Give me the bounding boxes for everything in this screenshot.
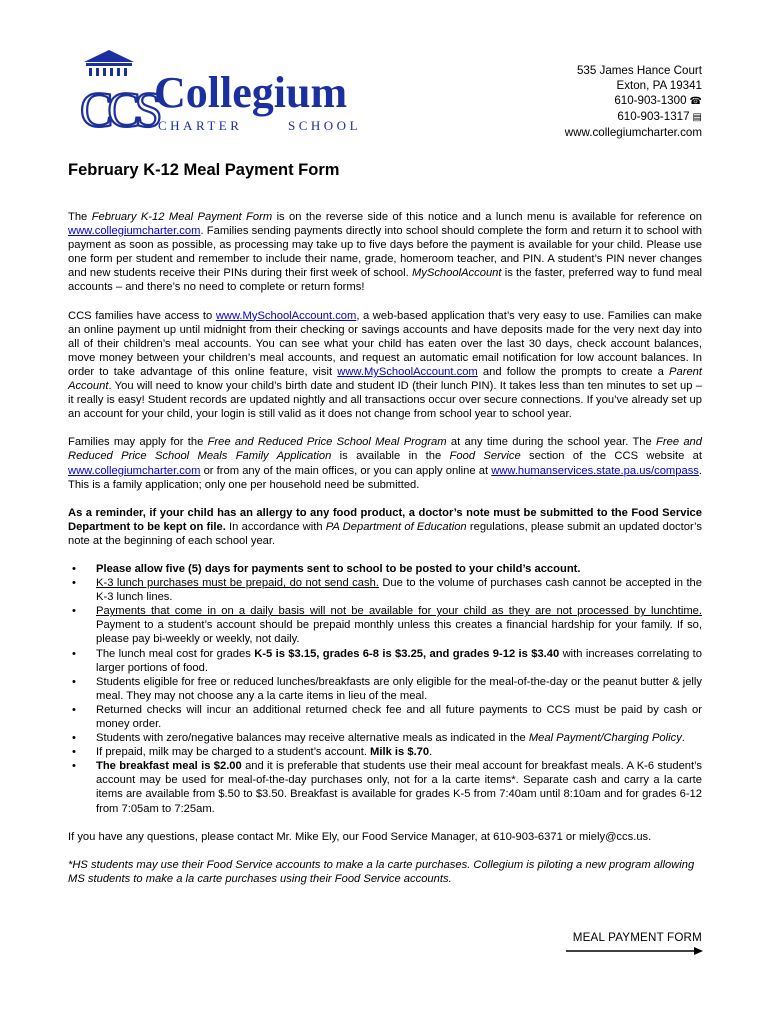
logo-name: Collegium: [154, 68, 348, 117]
myschoolaccount-link-2[interactable]: www.MySchoolAccount.com: [337, 365, 478, 378]
list-item: • Students with zero/negative balances may receive alternative meals as indicated in the Meal Payment/Charging Policy.: [68, 731, 702, 745]
address-fax-line: [565, 109, 702, 125]
list-item: • Payments that come in on a daily basis will not be available for your child as they are not processed by lunchtime. Payment to a student’s account should be prepaid monthly unless this creates a financial hardship for your family. If so, please pay bi-weekly or weekly, not daily.: [68, 604, 702, 646]
list-item: • Students eligible for free or reduced lunches/breakfasts are only eligible for the meal-of-the-day or the peanut butter & jelly meal. They may not choose any a la carte items in lieu of the meal.: [68, 675, 702, 703]
list-item: • The breakfast meal is $2.00 and it is preferable that students use their meal account for breakfast meals. A K-6 student’s account may be used for meal-of-the-day purchases only, not for a la carte items*. Separate cash and carry a la carte items are available from $.50 to $3.50. Breakfast is available for grades K-5 from 7:40am until 8:10am and for grades 6-12 from 7:05am to 7:25am.: [68, 759, 702, 815]
paragraph-free-reduced: Families may apply for the Free and Reduced Price School Meal Program at any time during the school year. The Free and Reduced Price School Meals Family Application is available in the Food Service section of the CCS website at www.collegiumcharter.com or from any of the main offices, or you can apply online at www.humanservices.state.pa.us/compass. This is a family application; only one per household need be submitted.: [68, 436, 702, 491]
list-item: • K-3 lunch purchases must be prepaid, do not send cash. Due to the volume of purchases cash cannot be accepted in the K-3 lunch lines.: [68, 576, 702, 604]
address-street: 535 James Hance Court: [576, 64, 702, 77]
page-title: February K-12 Meal Payment Form: [68, 161, 340, 179]
address-phone-line: [565, 93, 702, 109]
address-block: [565, 63, 702, 140]
list-item: • If prepaid, milk may be charged to a student’s account. Milk is $.70.: [68, 745, 702, 759]
bullet-list: [68, 562, 702, 816]
paragraph-allergy: As a reminder, if your child has an allergy to any food product, a doctor’s note must be submitted to the Food Service Department to be kept on file. In accordance with PA Department of Education regulations, please submit an updated doctor’s note at the beginning of each school year.: [68, 506, 702, 547]
arrow-right-icon: [566, 944, 704, 958]
fax-icon: ▤: [692, 112, 702, 123]
logo-ccs: CCS: [80, 81, 157, 136]
address-phone: 610-903-1300: [614, 94, 687, 107]
list-item: • Please allow five (5) days for payments sent to school to be posted to your child’s account.: [68, 562, 702, 576]
body-text: [68, 210, 702, 900]
collegium-logo: [76, 44, 376, 136]
paragraph-intro: The February K-12 Meal Payment Form is on the reverse side of this notice and a lunch menu is available for reference on www.collegiumcharter.com. Families sending payments directly into school should complete the form and return it to school with payment as soon as possible, as processing may take up to five days before the payment is available for your child. Please use one form per student and remember to include their name, grade, homeroom teacher, and PIN. A student’s PIN never changes and new students receive their PINs during their first week of school. MySchoolAccount is the faster, preferred way to fund meal accounts – and there’s no need to complete or return forms!: [68, 211, 702, 294]
list-item: • The lunch meal cost for grades K-5 is $3.15, grades 6-8 is $3.25, and grades 9-12 is $3.40 with increases correlating to larger portions of food.: [68, 647, 702, 675]
paragraph-contact: If you have any questions, please contact Mr. Mike Ely, our Food Service Manager, at 610-903-6371 or miely@ccs.us.: [68, 830, 652, 843]
address-city: Exton, PA 19341: [616, 79, 702, 92]
myschoolaccount-link[interactable]: www.MySchoolAccount.com: [215, 309, 357, 322]
compass-link[interactable]: www.humanservices.state.pa.us/compass: [491, 464, 699, 477]
form-name: February K-12 Meal Payment Form: [91, 211, 273, 223]
address-fax: 610-903-1317: [617, 110, 690, 123]
list-item: • Returned checks will incur an additional returned check fee and all future payments to CCS must be paid by cash or money order.: [68, 703, 702, 731]
paragraph-myschoolaccount: CCS families have access to www.MySchoolAccount.com, a web-based application that’s very easy to use. Families can make an online payment up until midnight from their checking or savings accounts and have deposits made for the very next day into all of their children’s meal accounts. You can see what your child has eaten over the last 30 days, check account balances, move money between your children’s meal accounts, and request an automatic email notification for low account balances. In order to take advantage of this online feature, visit www.MySchoolAccount.com and follow the prompts to create a Parent Account. You will need to know your child’s birth date and student ID (their lunch PIN). It takes less than ten minutes to set up – it really is easy! Student records are updated nightly and all transactions occur over secure connections. If you’ve already set up an account for your child, your login is still valid as it does not change from school year to school year.: [68, 309, 702, 421]
collegium-link[interactable]: www.collegiumcharter.com: [68, 225, 201, 238]
paragraph-hs-note: *HS students may use their Food Service accounts to make a la carte purchases. Collegium is piloting a new program allowing MS students to make a la carte purchases using their Food Service accounts.: [68, 858, 695, 885]
logo-charter: CHARTER: [158, 118, 243, 133]
address-website: www.collegiumcharter.com: [564, 126, 702, 139]
meal-payment-form-label: MEAL PAYMENT FORM: [572, 931, 702, 944]
collegium-link-2[interactable]: www.collegiumcharter.com: [68, 464, 201, 477]
phone-icon: ☎: [689, 96, 702, 107]
building-icon: [84, 50, 134, 76]
logo-school: SCHOOL: [288, 118, 362, 133]
